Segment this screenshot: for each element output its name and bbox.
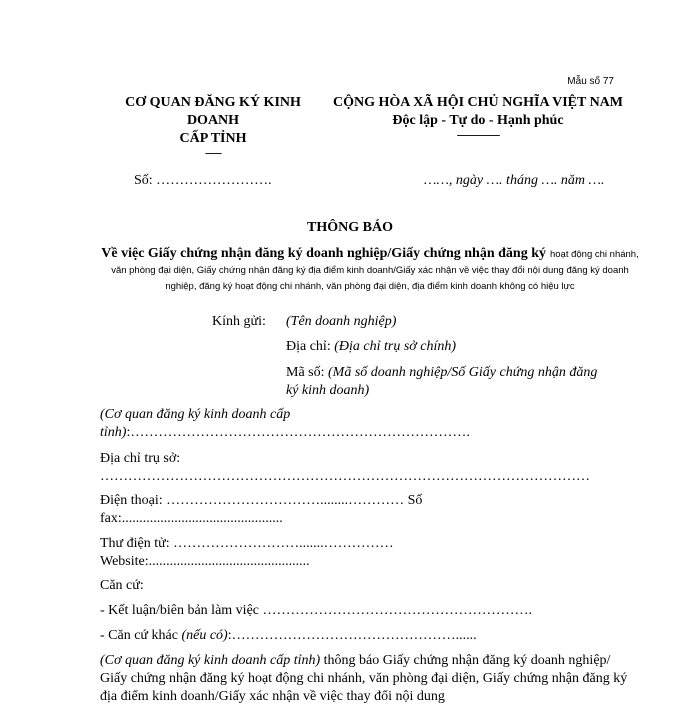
- other-basis-suffix: :…………………………………………......: [227, 628, 477, 643]
- notice-title: THÔNG BÁO: [307, 220, 393, 235]
- nation-rule: ----------------: [456, 129, 500, 141]
- agency-dots: :……………………………………………………………….: [126, 425, 470, 440]
- agency-email: Thư điện tử: ……………………….......……………: [100, 536, 394, 551]
- final-text: thông báo Giấy chứng nhận đăng ký doanh nghiệp/ Giấy chứng nhận đăng ký hoạt động chi nhánh, văn phòng đại diện, Giấy chứng nhận đăng ký địa điểm kinh doanh/Giấy xác nhận về việc thay đổi nội dung: [100, 653, 628, 704]
- nation-name: CỘNG HÒA XÃ HỘI CHỦ NGHĨA VIỆT NAM: [332, 95, 623, 110]
- recipient-address-label: Địa chỉ:: [286, 339, 331, 354]
- recipient-address-value: (Địa chỉ trụ sở chính): [334, 339, 457, 354]
- recipient-code-label: Mã số:: [286, 365, 325, 380]
- notice-subject: [100, 246, 640, 294]
- agency-paragraph: [100, 406, 620, 442]
- other-basis-prefix: - Căn cứ khác: [100, 628, 182, 643]
- agency-placeholder: (Cơ quan đăng ký kinh doanh cấp tỉnh): [100, 407, 291, 440]
- legal-basis-other: [100, 627, 620, 645]
- agency-phone: Điện thoại: ……………………………........………… Số: [100, 493, 423, 508]
- issuing-agency-header: [108, 94, 318, 158]
- agency-level: CẤP TỈNH: [179, 131, 247, 146]
- recipient-label: Kính gửi:: [212, 314, 266, 329]
- document-date: ……, ngày …. tháng …. năm ….: [424, 173, 605, 188]
- national-header: [328, 94, 628, 140]
- subject-main: Về việc Giấy chứng nhận đăng ký doanh nghiệp/Giấy chứng nhận đăng ký: [101, 246, 546, 261]
- agency-fax: fax:..............................................: [100, 511, 283, 526]
- other-basis-optional: (nếu có): [181, 628, 228, 643]
- agency-rule: ------: [205, 147, 221, 159]
- agency-phone-fax: [100, 492, 620, 528]
- subject-rest: hoạt động chi nhánh, văn phòng đại diện, Giấy chứng nhận đăng ký địa điểm kinh doanh/Giấy xác nhận về việc thay đổi nội dung đăng ký doanh nghiệp, đăng ký hoạt động chi nhánh, văn phòng đại diện, địa điểm kinh doanh không có hiệu lực: [111, 249, 639, 292]
- recipient-address: [286, 339, 456, 355]
- national-motto: Độc lập - Tự do - Hạnh phúc: [392, 113, 564, 128]
- recipient-name: (Tên doanh nghiệp): [286, 314, 397, 329]
- agency-website: Website:..............................................: [100, 554, 310, 569]
- legal-basis-heading: Căn cứ:: [100, 578, 144, 593]
- recipient-code: [286, 364, 606, 400]
- legal-basis-conclusion: - Kết luận/biên bản làm việc ………………………………………………….: [100, 603, 532, 618]
- agency-address: Địa chỉ trụ sở: ……………………………………………………………………………………………: [100, 451, 590, 484]
- agency-email-website: [100, 535, 620, 571]
- recipient-code-value: (Mã số doanh nghiệp/Số Giấy chứng nhận đăng ký kinh doanh): [286, 365, 598, 398]
- agency-name: CƠ QUAN ĐĂNG KÝ KINH DOANH: [125, 95, 301, 128]
- document-number: Số: …………………….: [134, 173, 272, 188]
- final-agency-placeholder: (Cơ quan đăng ký kinh doanh cấp tỉnh): [100, 653, 321, 668]
- form-number: Mẫu số 77: [567, 76, 614, 87]
- notice-body-paragraph: [100, 652, 630, 706]
